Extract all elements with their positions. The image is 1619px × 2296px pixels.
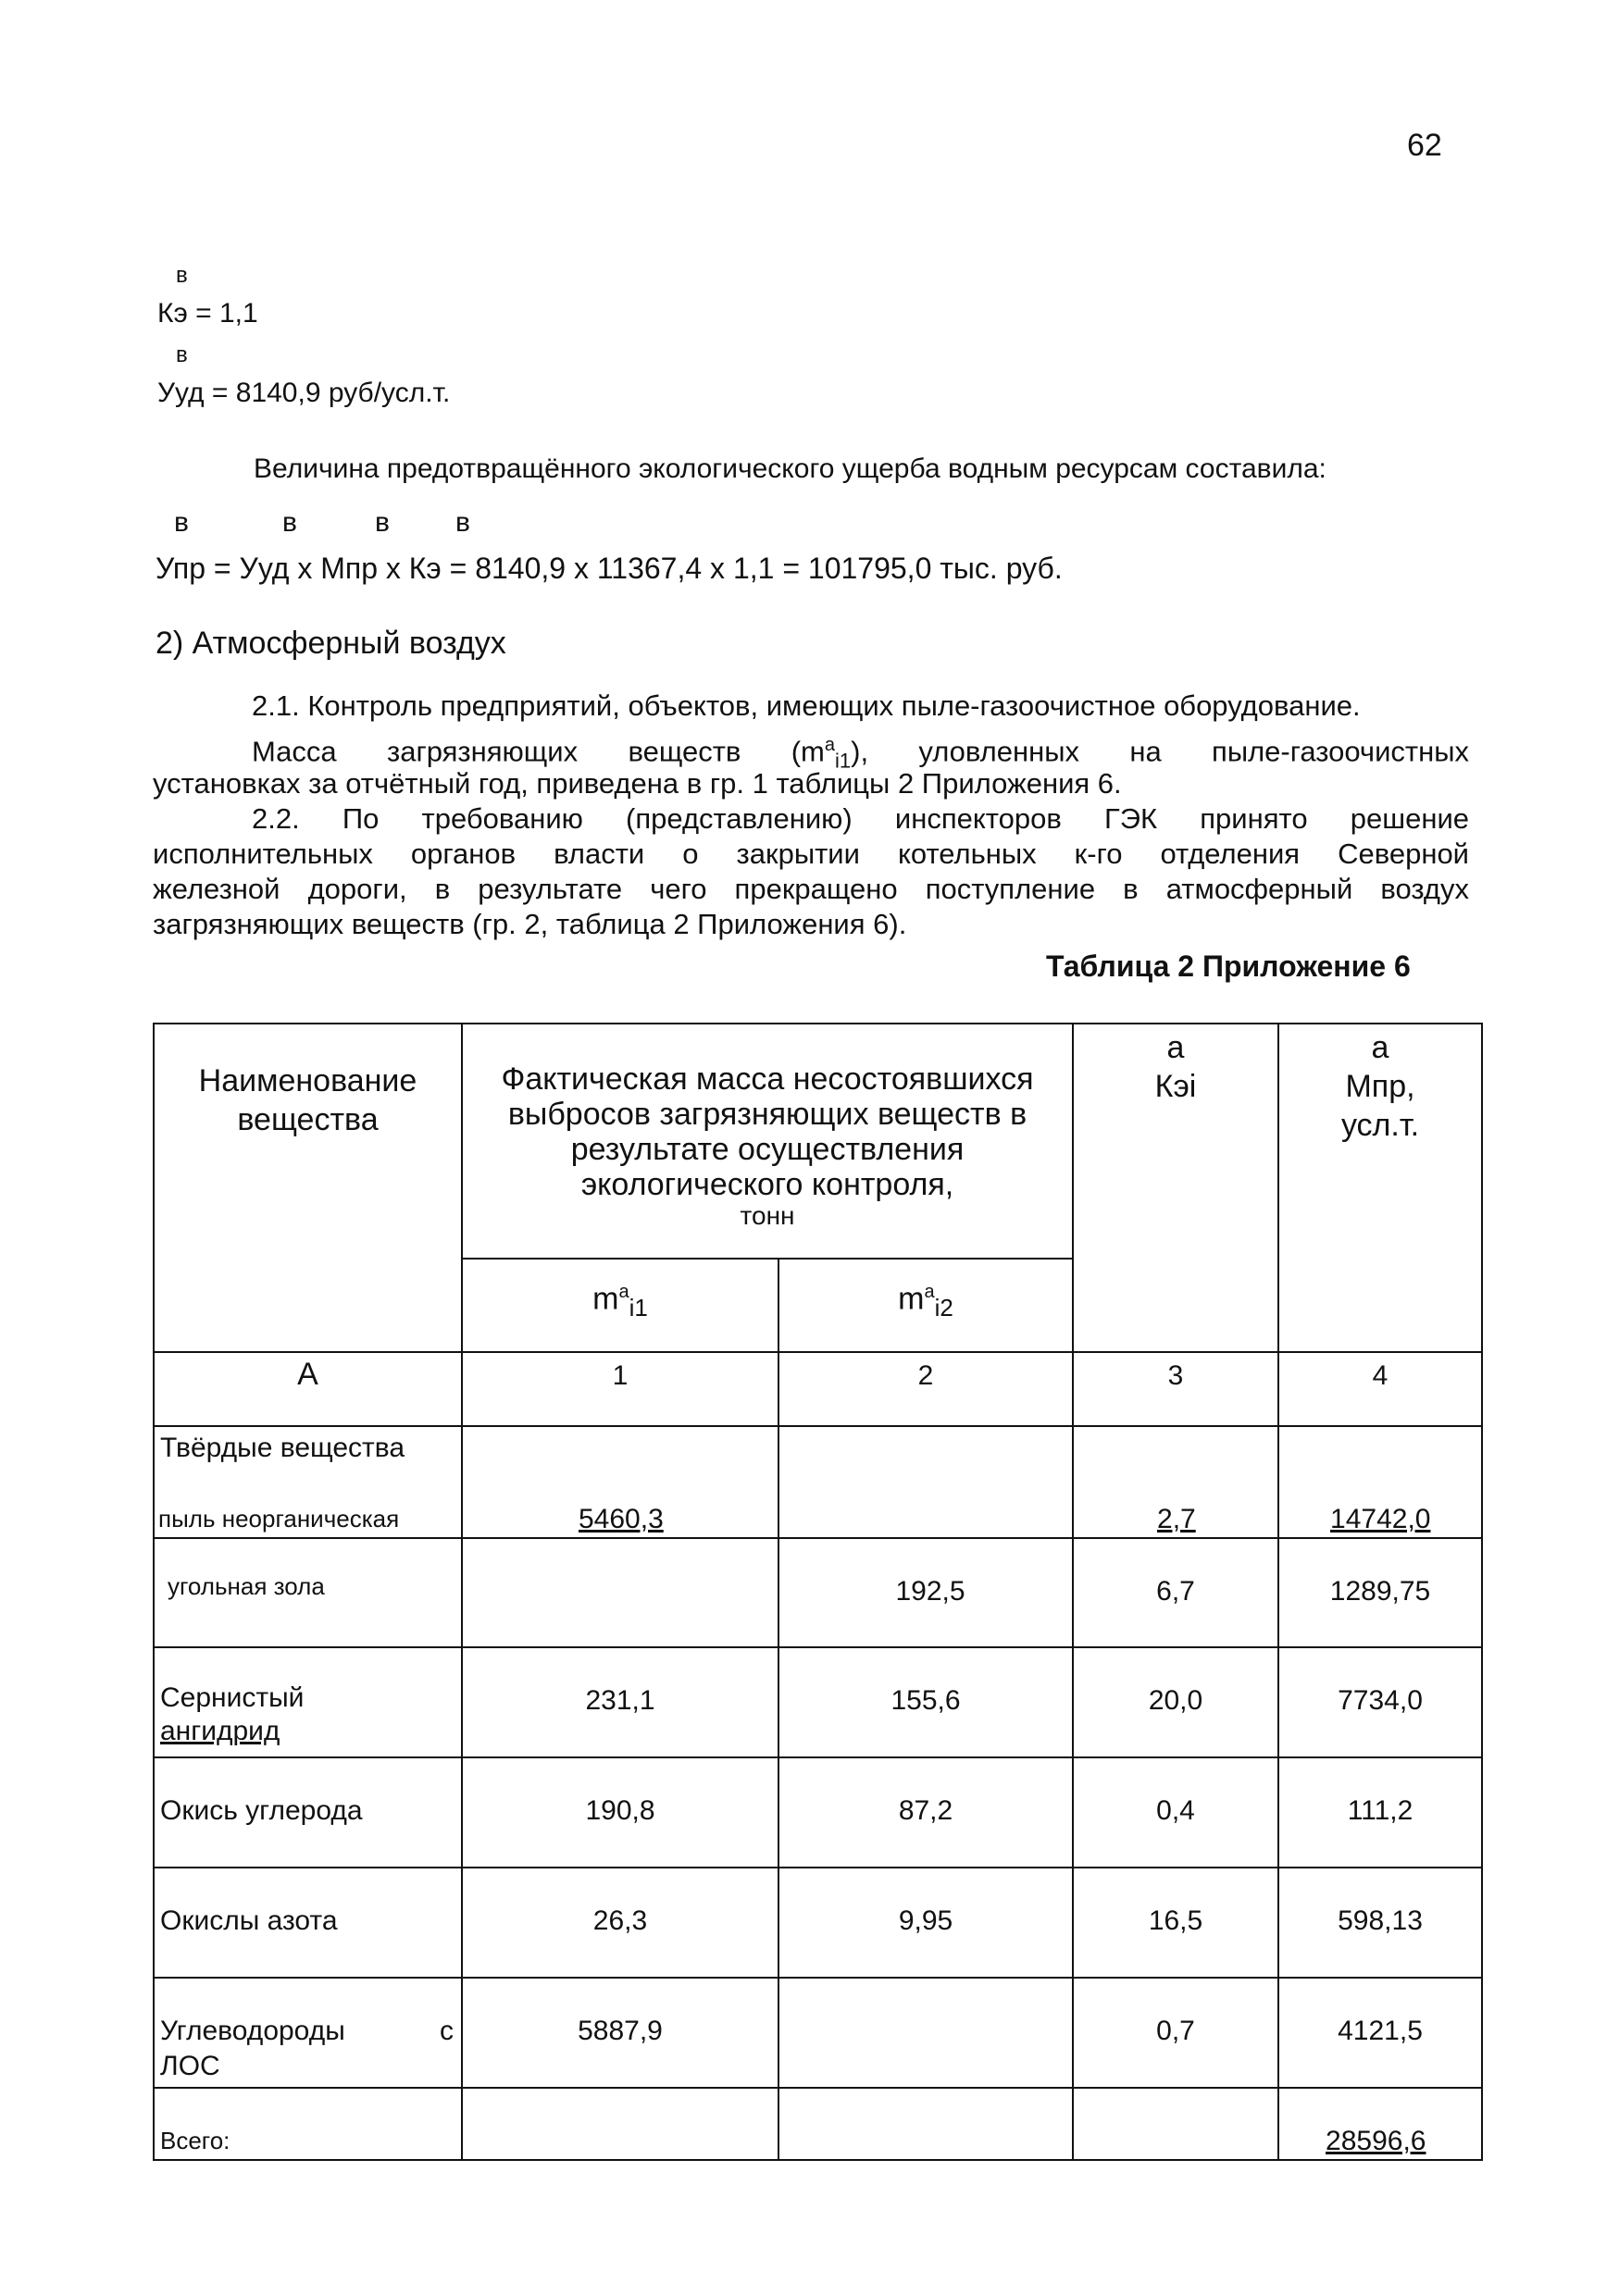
paragraph-2-2-line4: загрязняющих веществ (гр. 2, таблица 2 Приложения 6). [153, 908, 907, 940]
header-k-label: Кэi [1154, 1069, 1197, 1104]
cell-value: 7734,0 [1338, 1685, 1423, 1717]
paragraph-mass-sub: i1 [835, 749, 852, 773]
header-mass-line4: экологического контроля, [580, 1167, 954, 1202]
k-superscript: в [176, 263, 188, 288]
table-caption: Таблица 2 Приложение 6 [1046, 949, 1411, 983]
cell [1073, 1757, 1278, 1868]
cell [778, 1757, 1073, 1868]
header-m-i2-m: m [898, 1281, 925, 1317]
header-k-sup: а [1166, 1030, 1185, 1065]
cell [462, 1757, 778, 1868]
header-name-line1: Наименование [198, 1063, 417, 1098]
cell-value: 6,7 [1156, 1575, 1195, 1607]
header-mass [462, 1024, 1073, 1259]
cell-value: 4121,5 [1338, 2016, 1423, 2047]
group-label-solids: Твёрдые вещества [160, 1432, 405, 1463]
paragraph-mass-text-a: Масса загрязняющих веществ (m [252, 735, 825, 768]
row-name-co [154, 1757, 462, 1868]
cell [462, 1426, 778, 1538]
table-row [154, 1538, 1482, 1648]
total-value: 28596,6 [1326, 2126, 1426, 2156]
k-formula: Кэ = 1,1 [157, 298, 258, 329]
table-row [154, 1757, 1482, 1868]
cell [1073, 1868, 1278, 1978]
cell [462, 1538, 778, 1648]
total-value-cell [1278, 2088, 1482, 2160]
cell [778, 1426, 1073, 1538]
row-name-so2-line2: ангидрид [160, 1716, 280, 1747]
cell [1073, 1978, 1278, 2088]
cell-value: 20,0 [1148, 1685, 1203, 1717]
cell [462, 1647, 778, 1757]
cell [462, 2088, 778, 2160]
colnum-2 [778, 1352, 1073, 1426]
row-name-dust [154, 1426, 462, 1538]
cell-value: 5887,9 [578, 2016, 663, 2047]
cell [1073, 1647, 1278, 1757]
section-heading: 2) Атмосферный воздух [156, 626, 506, 661]
header-m-sup: а [1371, 1030, 1389, 1065]
row-name-hc [154, 1978, 462, 2088]
cell [1073, 1538, 1278, 1648]
row-name-nox [154, 1868, 462, 1978]
colnum-1-text: 1 [612, 1359, 629, 1391]
paragraph-2-2-line3: железной дороги, в результате чего прекращено поступление в атмосферный воздух [153, 873, 1469, 905]
cell-value: 87,2 [898, 1795, 953, 1827]
cell [1278, 1868, 1482, 1978]
page-number: 62 [1407, 128, 1442, 163]
header-m-label2: усл.т. [1340, 1108, 1420, 1143]
cell-value: 2,7 [1157, 1503, 1196, 1534]
colnum-a-text: А [297, 1356, 318, 1392]
cell [1073, 2088, 1278, 2160]
colnum-a [154, 1352, 462, 1426]
row-name-hc-line2: ЛОС [160, 2051, 220, 2082]
row-name-co-text: Окись углерода [160, 1795, 363, 1827]
main-formula-sup-4: в [455, 507, 470, 538]
cell-value: 1289,75 [1329, 1575, 1431, 1607]
header-mass-line5: тонн [740, 1201, 795, 1230]
paragraph-2-2-line2: исполнительных органов власти о закрытии котельных к-го отделения Северной [153, 838, 1469, 870]
cell-value: 5460,3 [579, 1503, 664, 1534]
main-formula-sup-1: в [174, 507, 189, 538]
paragraph-2-1: 2.1. Контроль предприятий, объектов, имеющих пыле-газоочистное оборудование. [252, 689, 1361, 722]
table-row [154, 1426, 1482, 1538]
table-row [154, 1868, 1482, 1978]
cell [1278, 1978, 1482, 2088]
paragraph-2-2-line1: 2.2. По требованию (представлению) инспекторов ГЭК принято решение [252, 802, 1469, 835]
header-k [1073, 1024, 1278, 1352]
header-m-i1-sup: а [618, 1282, 629, 1303]
total-label-cell [154, 2088, 462, 2160]
header-name-line2: вещества [237, 1102, 379, 1137]
row-name-ash-text: угольная зола [168, 1571, 325, 1600]
header-m [1278, 1024, 1482, 1352]
header-m-i1-sub: i1 [629, 1294, 648, 1322]
header-mass-line3: результате осуществления [570, 1132, 965, 1167]
cell-value [779, 1979, 1072, 2016]
cell [778, 1868, 1073, 1978]
cell-value: 598,13 [1338, 1905, 1423, 1937]
header-m-i2-sub: i2 [934, 1294, 953, 1322]
colnum-3 [1073, 1352, 1278, 1426]
colnum-3-text: 3 [1167, 1359, 1184, 1391]
header-m-i1 [462, 1259, 778, 1351]
cell-value: 111,2 [1347, 1795, 1414, 1827]
header-mass-line2: выбросов загрязняющих веществ в [507, 1097, 1027, 1132]
row-name-hc-line1: Углеводороды [160, 2016, 345, 2047]
cell [778, 1538, 1073, 1648]
cell-value: 26,3 [592, 1905, 648, 1937]
cell [1278, 1757, 1482, 1868]
header-m-i2-sup: а [924, 1282, 935, 1303]
header-m-label1: Мпр, [1345, 1069, 1415, 1104]
total-label: Всего: [160, 2127, 230, 2154]
cell-value: 0,4 [1156, 1795, 1195, 1827]
paragraph-mass-sup: а [824, 735, 835, 755]
colnum-2-text: 2 [917, 1359, 934, 1391]
cell [778, 1978, 1073, 2088]
table-row [154, 1647, 1482, 1757]
u-superscript: в [176, 342, 188, 367]
table-row [154, 1978, 1482, 2088]
colnum-4 [1278, 1352, 1482, 1426]
cell-value: 9,95 [898, 1905, 953, 1937]
row-name-ash [154, 1538, 462, 1648]
colnum-4-text: 4 [1372, 1359, 1389, 1391]
main-formula-sup-3: в [375, 507, 390, 538]
cell [778, 1647, 1073, 1757]
row-name-nox-text: Окислы азота [160, 1905, 338, 1937]
cell [462, 1978, 778, 2088]
header-m-i2 [778, 1259, 1073, 1351]
cell [1278, 1538, 1482, 1648]
cell-value: 155,6 [890, 1685, 961, 1717]
paragraph-mass-line2: установках за отчётный год, приведена в гр. 1 таблицы 2 Приложения 6. [153, 767, 1122, 800]
main-formula-sup-2: в [282, 507, 297, 538]
cell-value: 192,5 [895, 1575, 965, 1607]
damage-intro: Величина предотвращённого экологического ущерба водным ресурсам составила: [254, 453, 1326, 484]
cell-value: 231,1 [585, 1685, 655, 1717]
row-name-so2-line1: Сернистый [160, 1682, 305, 1714]
main-formula: Упр = Ууд х Мпр х Кэ = 8140,9 х 11367,4 х 1,1 = 101795,0 тыс. руб. [156, 552, 1063, 585]
cell-value [463, 1539, 778, 1576]
row-name-hc-c: с [440, 2016, 454, 2047]
colnum-1 [462, 1352, 778, 1426]
cell-value: 190,8 [585, 1795, 655, 1827]
cell [1278, 1647, 1482, 1757]
cell-value: 16,5 [1148, 1905, 1203, 1937]
cell [1073, 1426, 1278, 1538]
cell [778, 2088, 1073, 2160]
paragraph-mass-text-b: ), уловленных на пыле-газоочистных [851, 735, 1469, 768]
header-name [154, 1024, 462, 1352]
row-name-dust-text: пыль неорганическая [158, 1504, 400, 1533]
cell [1278, 1426, 1482, 1538]
header-m-i1-m: m [592, 1281, 619, 1317]
u-formula: Ууд = 8140,9 руб/усл.т. [157, 378, 451, 408]
cell [462, 1868, 778, 1978]
row-name-so2 [154, 1647, 462, 1757]
header-mass-line1: Фактическая масса несостоявшихся [501, 1061, 1034, 1097]
cell-value: 14742,0 [1330, 1503, 1431, 1534]
table-row-total [154, 2088, 1482, 2160]
emissions-table [153, 1023, 1483, 2161]
cell-value: 0,7 [1156, 2016, 1195, 2047]
